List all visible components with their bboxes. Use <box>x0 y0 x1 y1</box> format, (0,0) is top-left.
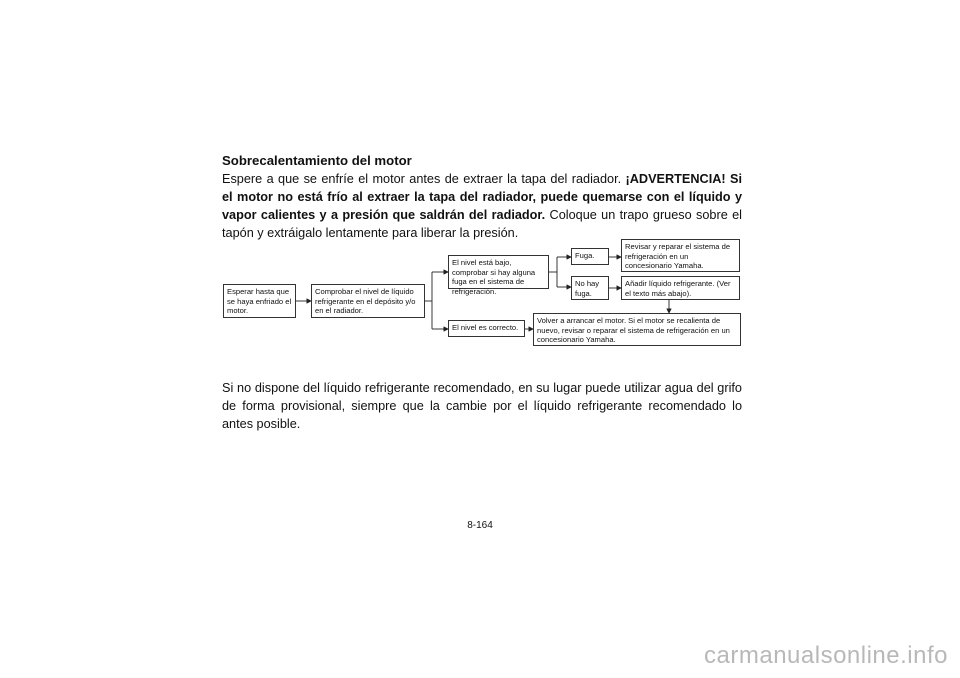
box-add-coolant: Añadir líquido refrigerante. (Ver el texto más abajo). <box>621 276 740 300</box>
warning-text: ¡ADVERTENCIA! Si el motor no está frío al extraer la tapa del radiador, puede quemarse con el líquido y vapor calientes y a presión que saldrán del radiador. <box>222 172 742 222</box>
box-leak: Fuga. <box>571 248 609 265</box>
box-no-leak: No hay fuga. <box>571 276 609 300</box>
instruction-text: Coloque un trapo grueso sobre el tapón y extráigalo lentamente para liberar la presión. <box>222 208 742 240</box>
box-restart-engine: Volver a arrancar el motor. Si el motor se recalienta de nuevo, revisar o reparar el sistema de refrigeración en un concesionario Yamaha. <box>533 313 741 346</box>
box-repair-dealer: Revisar y reparar el sistema de refrigeración en un concesionario Yamaha. <box>621 239 740 272</box>
box-level-low: El nivel está bajo, comprobar si hay alguna fuga en el sistema de refrigeración. <box>448 255 549 289</box>
box-check-level: Comprobar el nivel de líquido refrigerante en el depósito y/o en el radiador. <box>311 284 425 318</box>
intro-text: Espere a que se enfríe el motor antes de extraer la tapa del radiador. <box>222 172 622 186</box>
watermark: carmanualsonline.info <box>704 642 948 669</box>
box-level-ok: El nivel es correcto. <box>448 320 525 337</box>
footer-paragraph: Si no dispone del líquido refrigerante recomendado, en su lugar puede utilizar agua del grifo de forma provisional, siempre que la cambie por el líquido refrigerante recomendado lo antes posible. <box>222 381 742 431</box>
box-wait-cooldown: Esperar hasta que se haya enfriado el motor. <box>223 284 296 318</box>
section-title: Sobrecalentamiento del motor <box>222 153 412 168</box>
page-number: 8-164 <box>467 520 493 531</box>
